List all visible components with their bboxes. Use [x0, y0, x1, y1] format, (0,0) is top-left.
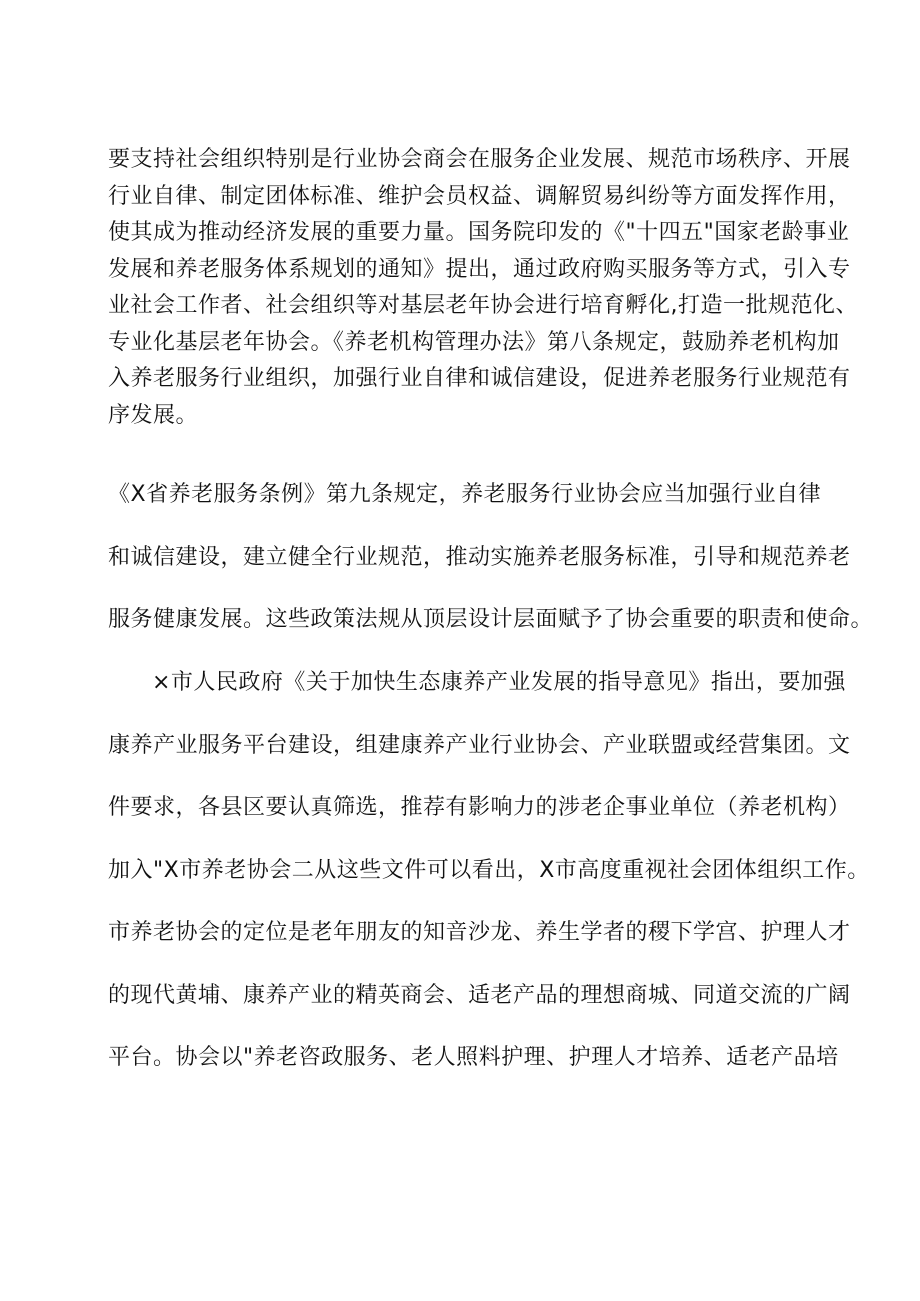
text-line: 加入"X市养老协会二从这些文件可以看出，X市高度重视社会团体组织工作。	[108, 857, 870, 883]
text-line: 服务健康发展。这些政策法规从顶层设计层面赋予了协会重要的职责和使命。	[108, 607, 874, 632]
paragraph-provincial-regulation	[108, 464, 874, 652]
text-line: 专业化基层老年协会。《养老机构管理办法》第八条规定，鼓励养老机构加	[108, 329, 840, 355]
text-line: 使其成为推动经济发展的重要力量。国务院印发的《"十四五"国家老龄事业	[108, 220, 850, 245]
text-line: 康养产业服务平台建设，组建康养产业行业协会、产业联盟或经营集团。文	[108, 732, 851, 758]
text-line: 业社会工作者、社会组织等对基层老年协会进行培育孵化,打造一批规范化、	[108, 293, 858, 318]
text-line: 《X省养老服务条例》第九条规定，养老服务行业协会应当加强行业自律	[108, 482, 822, 507]
paragraph-social-organizations	[108, 142, 858, 434]
text-line: 的现代黄埔、康养产业的精英商会、适老产品的理想商城、同道交流的广阔	[108, 982, 851, 1008]
text-line: 和诚信建设，建立健全行业规范，推动实施养老服务标准，引导和规范养老	[108, 544, 851, 570]
text-line: 入养老服务行业组织，加强行业自律和诚信建设，促进养老服务行业规范有	[108, 366, 851, 391]
paragraph-city-guidance	[108, 652, 870, 1090]
text-line: 市养老协会的定位是老年朋友的知音沙龙、养生学者的稷下学宫、护理人才	[108, 920, 851, 945]
text-line: 平台。协会以"养老咨政服务、老人照料护理、护理人才培养、适老产品培	[108, 1045, 839, 1070]
text-line: 发展和养老服务体系规划的通知》提出，通过政府购买服务等方式，引入专	[108, 256, 851, 282]
text-line: 序发展。	[108, 402, 199, 428]
text-line: ×市人民政府《关于加快生态康养产业发展的指导意见》指出，要加强	[152, 670, 846, 695]
text-line: 要支持社会组织特别是行业协会商会在服务企业发展、规范市场秩序、开展	[108, 147, 851, 172]
text-line: 件要求，各县区要认真筛选，推荐有影响力的涉老企事业单位（养老机构）	[108, 795, 851, 820]
text-line: 行业自律、制定团体标准、维护会员权益、调解贸易纠纷等方面发挥作用，	[108, 183, 851, 209]
